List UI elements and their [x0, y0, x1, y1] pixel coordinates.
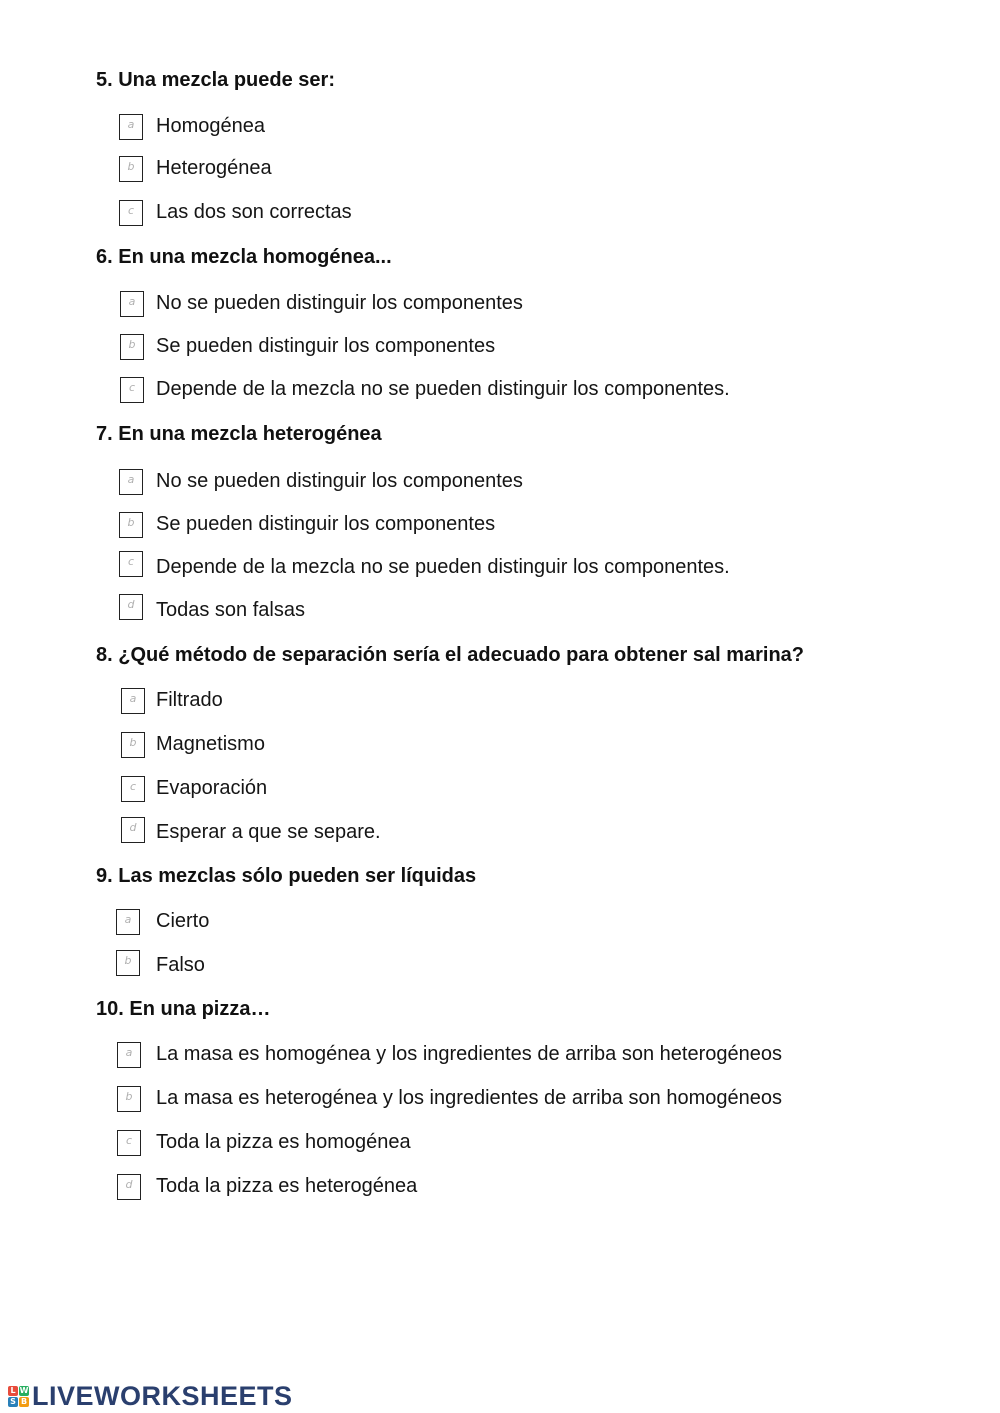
answer-checkbox[interactable]: [116, 950, 140, 976]
answer-checkbox[interactable]: [121, 688, 145, 714]
question-7-title: 7. En una mezcla heterogénea: [96, 423, 382, 445]
option-letter: c: [128, 381, 136, 394]
question-6-option-a: [0, 291, 1000, 319]
option-letter: b: [127, 160, 135, 173]
option-letter: c: [129, 780, 137, 793]
option-text: Filtrado: [156, 689, 223, 711]
question-10-option-d: [0, 1174, 1000, 1202]
question-5-option-c: [0, 200, 1000, 228]
answer-checkbox[interactable]: [117, 1086, 141, 1112]
liveworksheets-logo-icon: [8, 1386, 29, 1407]
option-letter: d: [127, 598, 135, 611]
question-5-option-a: [0, 114, 1000, 142]
answer-checkbox[interactable]: [119, 156, 143, 182]
option-text: Falso: [156, 954, 205, 976]
question-10-option-a: [0, 1042, 1000, 1070]
question-8-title: 8. ¿Qué método de separación sería el adecuado para obtener sal marina?: [96, 644, 805, 666]
option-letter: c: [127, 204, 135, 217]
option-letter: a: [127, 118, 135, 131]
question-9-option-a: [0, 909, 1000, 937]
answer-checkbox[interactable]: [119, 200, 143, 226]
option-text: Homogénea: [156, 115, 265, 137]
answer-checkbox[interactable]: [117, 1130, 141, 1156]
option-letter: a: [128, 295, 136, 308]
logo-tile: B: [20, 1396, 28, 1406]
option-letter: b: [128, 338, 136, 351]
option-letter: d: [129, 821, 137, 834]
option-text: La masa es heterogénea y los ingredientes de arriba son homogéneos: [156, 1087, 782, 1109]
question-6-option-b: [0, 334, 1000, 362]
question-8-option-c: [0, 776, 1000, 804]
logo-tile: W: [19, 1385, 29, 1395]
option-text: No se pueden distinguir los componentes: [156, 470, 523, 492]
option-letter: a: [129, 692, 137, 705]
option-letter: a: [125, 1046, 133, 1059]
question-7-option-a: [0, 469, 1000, 497]
question-8-option-b: [0, 732, 1000, 760]
answer-checkbox[interactable]: [116, 909, 140, 935]
option-text: Toda la pizza es heterogénea: [156, 1175, 418, 1197]
option-text: Toda la pizza es homogénea: [156, 1131, 411, 1153]
answer-checkbox[interactable]: [121, 776, 145, 802]
option-text: Esperar a que se separe.: [156, 821, 381, 843]
option-text: Cierto: [156, 910, 210, 932]
option-text: La masa es homogénea y los ingredientes de arriba son heterogéneos: [156, 1043, 782, 1065]
option-text: Heterogénea: [156, 157, 272, 179]
answer-checkbox[interactable]: [117, 1042, 141, 1068]
question-10-title: 10. En una pizza…: [96, 998, 271, 1020]
option-text: Las dos son correctas: [156, 201, 352, 223]
option-text: Todas son falsas: [156, 599, 305, 621]
question-9-option-b: [0, 950, 1000, 978]
option-text: Se pueden distinguir los componentes: [156, 335, 496, 357]
question-9-title: 9. Las mezclas sólo pueden ser líquidas: [96, 865, 477, 887]
option-letter: b: [124, 954, 132, 967]
option-letter: a: [127, 473, 135, 486]
option-text: Depende de la mezcla no se pueden distinguir los componentes.: [156, 378, 730, 400]
question-6-option-c: [0, 377, 1000, 405]
answer-checkbox[interactable]: [117, 1174, 141, 1200]
option-text: Magnetismo: [156, 733, 265, 755]
question-8-option-a: [0, 688, 1000, 716]
answer-checkbox[interactable]: [120, 377, 144, 403]
question-8-option-d: [0, 817, 1000, 845]
option-text: Se pueden distinguir los componentes: [156, 513, 496, 535]
question-6-title: 6. En una mezcla homogénea...: [96, 246, 392, 268]
option-text: No se pueden distinguir los componentes: [156, 292, 523, 314]
question-7-option-c: [0, 551, 1000, 579]
question-10-option-c: [0, 1130, 1000, 1158]
option-letter: b: [127, 516, 135, 529]
question-7-option-b: [0, 512, 1000, 540]
option-letter: b: [129, 736, 137, 749]
logo-text: LIVEWORKSHEETS: [32, 1380, 293, 1411]
answer-checkbox[interactable]: [119, 469, 143, 495]
answer-checkbox[interactable]: [119, 114, 143, 140]
answer-checkbox[interactable]: [120, 334, 144, 360]
question-5-title: 5. Una mezcla puede ser:: [96, 69, 335, 91]
option-letter: d: [125, 1178, 133, 1191]
option-letter: c: [125, 1134, 133, 1147]
logo-tile: S: [8, 1397, 18, 1407]
answer-checkbox[interactable]: [120, 291, 144, 317]
question-10-option-b: [0, 1086, 1000, 1114]
option-text: Depende de la mezcla no se pueden distinguir los componentes.: [156, 556, 730, 578]
answer-checkbox[interactable]: [119, 551, 143, 577]
liveworksheets-logo[interactable]: [8, 1381, 293, 1411]
logo-tile: L: [8, 1386, 18, 1396]
answer-checkbox[interactable]: [121, 732, 145, 758]
answer-checkbox[interactable]: [119, 594, 143, 620]
option-letter: a: [124, 913, 132, 926]
question-5-option-b: [0, 156, 1000, 184]
option-letter: c: [127, 555, 135, 568]
answer-checkbox[interactable]: [121, 817, 145, 843]
question-7-option-d: [0, 594, 1000, 622]
option-text: Evaporación: [156, 777, 268, 799]
answer-checkbox[interactable]: [119, 512, 143, 538]
option-letter: b: [125, 1090, 133, 1103]
